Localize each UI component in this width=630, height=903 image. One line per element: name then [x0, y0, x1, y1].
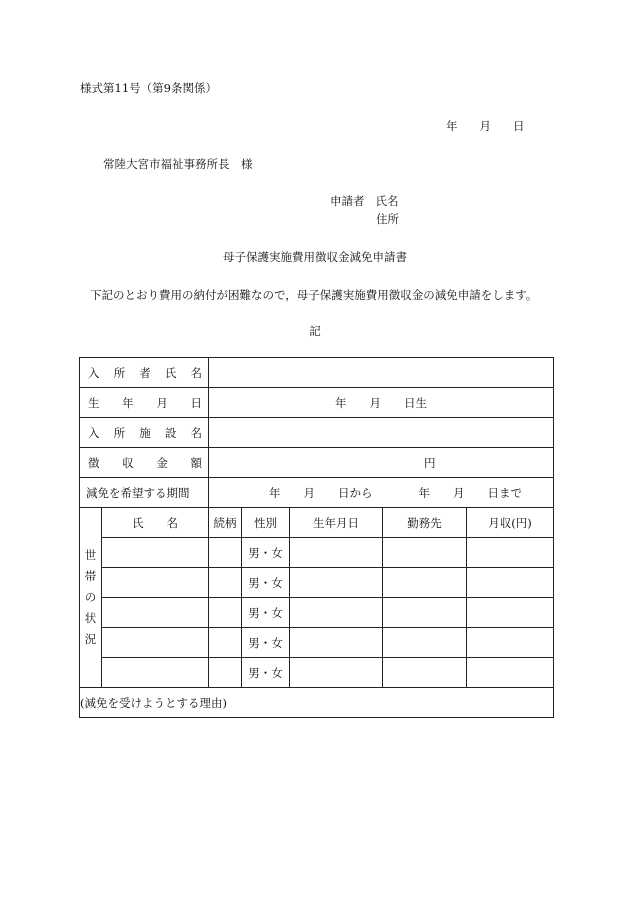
household-relation-cell[interactable]	[209, 628, 242, 658]
row-amount	[80, 448, 554, 478]
household-row	[80, 568, 554, 598]
applicant-label: 申請者	[330, 194, 365, 208]
reason-label: (減免を受けようとする理由)	[80, 695, 227, 710]
label-period: 減免を希望する期間	[80, 478, 209, 508]
household-name-cell[interactable]	[102, 628, 209, 658]
period-from: 年 月 日から	[269, 485, 373, 500]
form-number: 様式第11号（第9条関係）	[80, 81, 217, 95]
household-income-cell[interactable]	[467, 628, 554, 658]
household-name-cell[interactable]	[102, 598, 209, 628]
date-day: 日	[513, 119, 525, 133]
applicant-address-label: 住所	[376, 212, 399, 226]
application-table	[79, 357, 554, 718]
applicant-name-line	[330, 193, 398, 209]
resident-name-field[interactable]	[209, 358, 554, 388]
household-relation-cell[interactable]	[209, 538, 242, 568]
ki-marker: 記	[309, 324, 321, 338]
household-gender-cell[interactable]: 男・女	[242, 658, 290, 688]
amount-field[interactable]	[209, 448, 554, 478]
household-side-label: 世 帯 の 状 況	[80, 508, 102, 688]
household-name-cell[interactable]	[102, 658, 209, 688]
household-work-cell[interactable]	[383, 628, 467, 658]
household-name-cell[interactable]	[102, 538, 209, 568]
household-birth-cell[interactable]	[290, 628, 383, 658]
household-relation-cell[interactable]	[209, 568, 242, 598]
period-field[interactable]	[209, 478, 554, 508]
household-row	[80, 658, 554, 688]
amount-unit: 円	[424, 455, 436, 470]
header-work: 勤務先	[383, 508, 467, 538]
applicant-name-label: 氏名	[375, 194, 399, 208]
birth-date-value: 年 月 日生	[335, 395, 428, 410]
header-income: 月収(円)	[467, 508, 554, 538]
date-month: 月	[479, 119, 491, 133]
household-income-cell[interactable]	[467, 568, 554, 598]
household-birth-cell[interactable]	[290, 538, 383, 568]
reason-field[interactable]	[80, 688, 554, 718]
header-relation: 続柄	[209, 508, 242, 538]
header-name: 氏 名	[102, 508, 209, 538]
household-birth-cell[interactable]	[290, 658, 383, 688]
row-reason	[80, 688, 554, 718]
household-work-cell[interactable]	[383, 568, 467, 598]
row-facility	[80, 418, 554, 448]
household-work-cell[interactable]	[383, 658, 467, 688]
household-gender-cell[interactable]: 男・女	[242, 538, 290, 568]
date-line	[446, 118, 525, 134]
household-gender-cell[interactable]: 男・女	[242, 598, 290, 628]
household-header-row	[80, 508, 554, 538]
household-relation-cell[interactable]	[209, 598, 242, 628]
row-resident-name	[80, 358, 554, 388]
household-row	[80, 598, 554, 628]
header-birth: 生年月日	[290, 508, 383, 538]
household-income-cell[interactable]	[467, 658, 554, 688]
header-gender: 性別	[242, 508, 290, 538]
household-income-cell[interactable]	[467, 538, 554, 568]
household-birth-cell[interactable]	[290, 568, 383, 598]
addressee: 常陸大宮市福祉事務所長 様	[103, 157, 253, 171]
row-birth-date	[80, 388, 554, 418]
document-title: 母子保護実施費用徴収金減免申請書	[223, 250, 407, 264]
household-work-cell[interactable]	[383, 598, 467, 628]
body-text: 下記のとおり費用の納付が困難なので，母子保護実施費用徴収金の減免申請をします。	[90, 288, 538, 302]
period-to: 年 月 日まで	[418, 485, 522, 500]
household-row	[80, 538, 554, 568]
household-gender-cell[interactable]: 男・女	[242, 628, 290, 658]
date-year: 年	[446, 119, 458, 133]
row-period	[80, 478, 554, 508]
birth-date-field[interactable]	[209, 388, 554, 418]
household-relation-cell[interactable]	[209, 658, 242, 688]
label-facility: 入 所 施 設 名	[80, 418, 209, 448]
household-row	[80, 628, 554, 658]
household-work-cell[interactable]	[383, 538, 467, 568]
household-birth-cell[interactable]	[290, 598, 383, 628]
label-amount: 徴 収 金 額	[80, 448, 209, 478]
household-income-cell[interactable]	[467, 598, 554, 628]
label-resident-name: 入 所 者 氏 名	[80, 358, 209, 388]
household-name-cell[interactable]	[102, 568, 209, 598]
facility-field[interactable]	[209, 418, 554, 448]
household-gender-cell[interactable]: 男・女	[242, 568, 290, 598]
label-birth-date: 生 年 月 日	[80, 388, 209, 418]
